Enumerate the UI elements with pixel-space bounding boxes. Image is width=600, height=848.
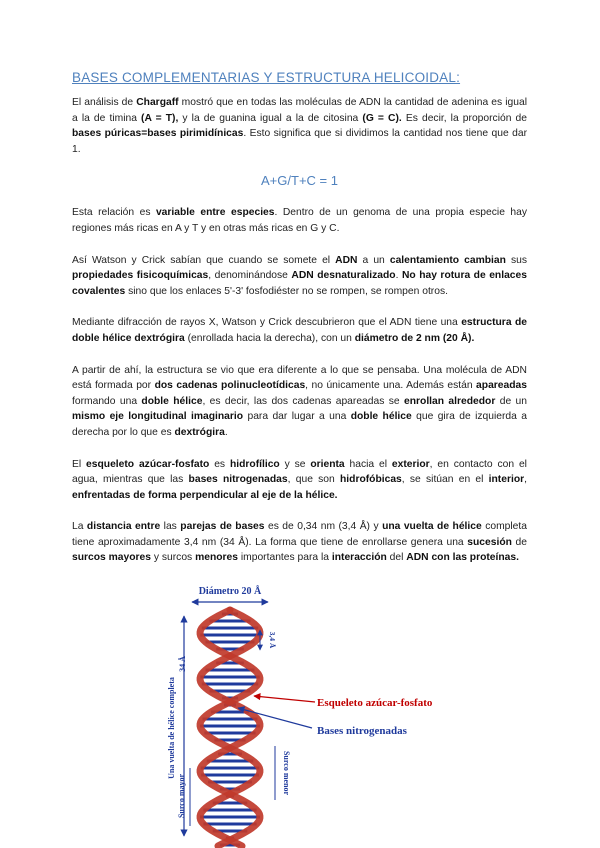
- text: , que son: [287, 474, 340, 486]
- text: , denominándose: [208, 270, 292, 282]
- bold-text: diámetro de 2 nm (20 Å).: [354, 332, 475, 344]
- text: sus: [505, 254, 528, 266]
- bold-text: (A = T),: [141, 112, 179, 124]
- bold-text: enfrentadas de forma perpendicular al eje de la hélice.: [72, 489, 338, 501]
- bold-text: calentamiento cambian: [389, 254, 506, 266]
- paragraph-variable: [72, 205, 527, 236]
- text: .: [395, 270, 402, 282]
- text: las: [160, 521, 181, 533]
- turn-label: [167, 677, 176, 779]
- paragraph-desnaturalizado: [72, 253, 527, 300]
- bold-text: Chargaff: [136, 97, 179, 108]
- text: La: [72, 521, 87, 533]
- bold-text: ADN: [335, 254, 358, 266]
- text: Así Watson y Crick sabían que cuando se somete el: [72, 254, 336, 266]
- text: completa tiene aproximadamente 3,4 nm (34 Å). La forma que tiene de enrollarse genera una: [72, 521, 527, 548]
- bold-text: exterior: [391, 458, 430, 470]
- bold-text: apareadas: [476, 380, 527, 392]
- bold-text: estructura de doble hélice dextrógira: [72, 317, 527, 344]
- text: a un: [357, 254, 390, 266]
- major-groove-label: Surco mayor: [177, 773, 186, 819]
- bold-text: No hay rotura de enlaces covalentes: [72, 270, 527, 297]
- backbone-label: Esqueleto azúcar-fosfato: [317, 697, 433, 709]
- bold-text: doble hélice: [350, 411, 412, 423]
- text: es de 0,34 nm (3,4 Å) y: [264, 521, 383, 533]
- bold-text: surcos mayores: [72, 552, 151, 564]
- text: , no únicamente una. Además están: [305, 380, 477, 392]
- section-heading: BASES COMPLEMENTARIAS Y ESTRUCTURA HELICOIDAL:: [72, 70, 461, 85]
- text: sino que los enlaces 5'-3' fosfodiéster no se rompen, se rompen otros.: [125, 285, 448, 297]
- paragraph-distancia: [72, 519, 527, 566]
- text: Esta relación es: [72, 207, 156, 219]
- text: , en contacto con el agua, mientras que las: [72, 458, 527, 486]
- bold-text: variable entre especies: [155, 207, 275, 219]
- text: del: [386, 552, 407, 564]
- text: de un: [495, 395, 528, 407]
- text: hacia el: [344, 458, 392, 470]
- bold-text: ADN con las proteínas.: [406, 552, 519, 564]
- text: , es decir, las dos cadenas apareadas se: [202, 395, 404, 407]
- bold-text: una vuelta de hélice: [382, 521, 482, 533]
- step-label: 3,4 Å: [268, 631, 277, 649]
- turn-label-text: Una vuelta de hélice completa: [167, 677, 176, 779]
- bold-text: orienta: [310, 458, 345, 470]
- bold-text: distancia entre: [86, 521, 161, 533]
- bold-text: dos cadenas polinucleotídicas: [154, 380, 306, 392]
- turn-length-label: 34 Å: [178, 656, 187, 672]
- text: importantes para la: [238, 552, 332, 564]
- text: Es decir, la proporción de: [401, 112, 527, 124]
- dna-double-helix-figure: [160, 578, 460, 848]
- bold-text: propiedades fisicoquímicas: [72, 270, 209, 282]
- paragraph-doble-helice: [72, 363, 527, 441]
- helix-group: [200, 610, 260, 846]
- formula: A+G/T+C = 1: [261, 173, 338, 189]
- text: es: [209, 458, 230, 470]
- document-body: [72, 70, 527, 566]
- text: Mediante difracción de rayos X, Watson y Crick descubrieron que el ADN tiene una: [72, 317, 462, 329]
- bold-text: bases púricas=bases pirimidínicas: [72, 128, 244, 140]
- bold-text: interacción: [331, 552, 387, 564]
- text: y se: [279, 458, 311, 470]
- text: (enrollada hacia la derecha), con un: [184, 332, 355, 344]
- paragraph-difraccion: [72, 315, 527, 346]
- text: , se sitúan en el: [401, 474, 489, 486]
- text: A partir de ahí, la estructura se vio que era diferente a lo que se pensaba. Una molécula de ADN está formada por: [72, 364, 527, 392]
- bold-text: sucesión: [467, 536, 512, 548]
- paragraph-esqueleto: [72, 457, 527, 504]
- bases-label: Bases nitrogenadas: [317, 725, 407, 737]
- bold-text: parejas de bases: [180, 521, 265, 533]
- bold-text: esqueleto azúcar-fosfato: [86, 458, 210, 470]
- text: de: [511, 536, 527, 548]
- text: El análisis de: [72, 97, 137, 108]
- paragraph-chargaff: [72, 95, 527, 157]
- text: El: [72, 458, 87, 470]
- text: ,: [524, 474, 528, 486]
- bold-text: doble hélice: [141, 395, 203, 407]
- bold-text: (G = C).: [362, 112, 402, 124]
- bold-text: ADN desnaturalizado: [291, 270, 396, 282]
- diameter-label: Diámetro 20 Å: [198, 586, 262, 597]
- text: formando una: [72, 395, 142, 407]
- bold-text: dextrógira: [174, 426, 225, 438]
- bold-text: menores: [195, 552, 238, 564]
- bold-text: hidrofílico: [229, 458, 280, 470]
- text: que gira de izquierda a derecha por lo que es: [72, 411, 527, 438]
- bold-text: enrollan alrededor: [404, 395, 496, 407]
- bold-text: bases nitrogenadas: [188, 474, 288, 486]
- text: y la de guanina igual a la de citosina: [178, 112, 363, 124]
- text: . Esto significa que si dividimos la cantidad nos tiene que dar 1.: [72, 128, 527, 155]
- text: y surcos: [151, 552, 196, 564]
- text: .: [224, 426, 228, 438]
- text: para dar lugar a una: [243, 411, 351, 423]
- text: . Dentro de un genoma de una propia especie hay regiones más ricas en A y T y en otras más ricas en G y C.: [72, 207, 527, 234]
- minor-groove-label: Surco menor: [282, 750, 291, 796]
- bold-text: hidrofóbicas: [340, 474, 402, 486]
- bold-text: mismo eje longitudinal imaginario: [72, 411, 244, 423]
- text: mostró que en todas las moléculas de ADN la cantidad de adenina es igual a la de timina: [72, 97, 527, 124]
- bold-text: interior: [488, 474, 525, 486]
- backbone-pointer: [254, 696, 315, 702]
